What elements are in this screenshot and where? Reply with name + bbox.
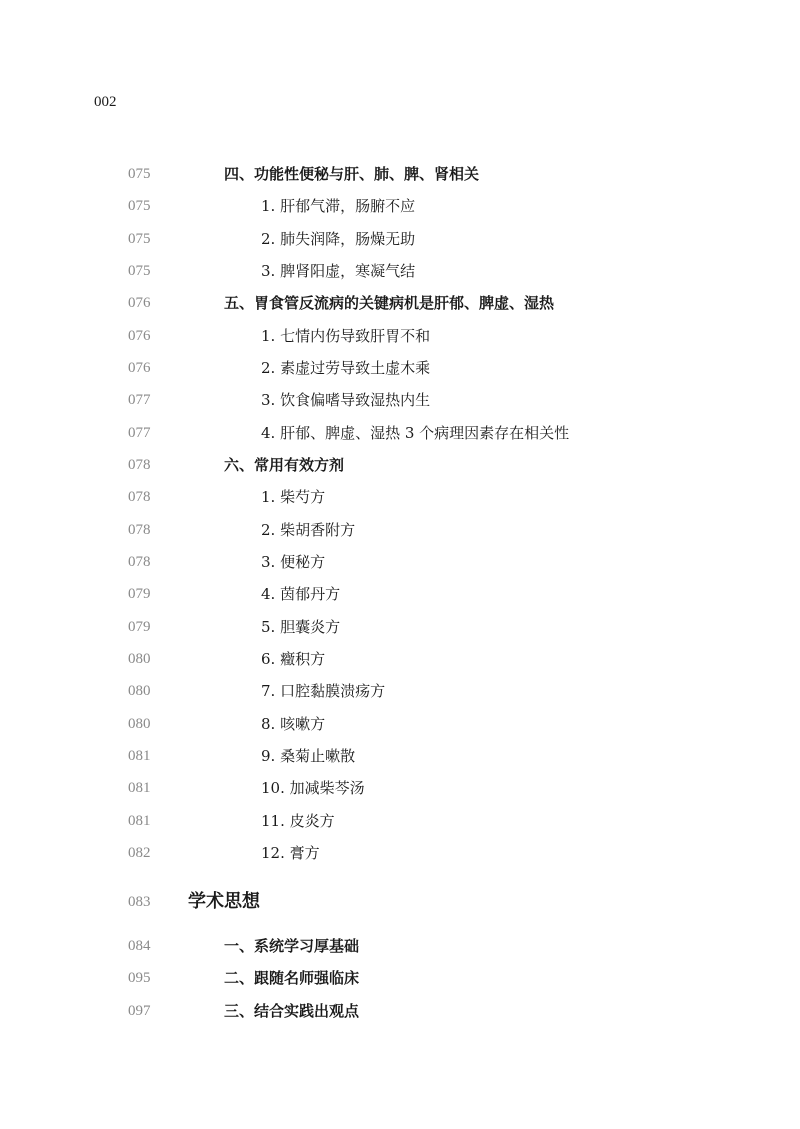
toc-page-number: 081: [128, 780, 151, 796]
toc-entry[interactable]: [0, 890, 800, 914]
toc-entry[interactable]: [0, 356, 800, 380]
toc-page-number: 082: [128, 845, 151, 861]
toc-page-number: 076: [128, 360, 151, 376]
toc-entry[interactable]: [0, 388, 800, 412]
toc-entry[interactable]: [0, 679, 800, 703]
toc-section-title: 三、结合实践出观点: [224, 1002, 360, 1020]
toc-item-title: 2. 柴胡香附方: [261, 521, 356, 539]
toc-item-title: 3. 便秘方: [261, 553, 326, 571]
toc-page-number: 081: [128, 813, 151, 829]
toc-page-number: 078: [128, 489, 151, 505]
toc-entry[interactable]: [0, 615, 800, 639]
toc-entry[interactable]: [0, 550, 800, 574]
page-number: 002: [94, 94, 117, 110]
toc-entry[interactable]: [0, 999, 800, 1023]
toc-item-title: 3. 饮食偏嗜导致湿热内生: [261, 391, 431, 409]
toc-item-title: 1. 七情内伤导致肝胃不和: [261, 327, 431, 345]
toc-item-title: 3. 脾肾阳虚，寒凝气结: [261, 262, 416, 280]
toc-entry[interactable]: [0, 744, 800, 768]
toc-page-number: 075: [128, 231, 151, 247]
toc-page-number: 076: [128, 295, 151, 311]
toc-item-title: 11. 皮炎方: [261, 812, 335, 830]
toc-item-title: 2. 素虚过劳导致土虚木乘: [261, 359, 431, 377]
toc-entry[interactable]: [0, 421, 800, 445]
toc-page-number: 080: [128, 683, 151, 699]
toc-item-title: 2. 肺失润降，肠燥无助: [261, 230, 416, 248]
toc-entry[interactable]: [0, 227, 800, 251]
toc-page-number: 081: [128, 748, 151, 764]
toc-page-number: 078: [128, 457, 151, 473]
toc-section-title: 四、功能性便秘与肝、肺、脾、肾相关: [224, 165, 480, 183]
toc-entry[interactable]: [0, 841, 800, 865]
toc-page-number: 076: [128, 328, 151, 344]
toc-page-number: 083: [128, 894, 151, 910]
toc-page-number: 079: [128, 586, 151, 602]
toc-page-number: 080: [128, 716, 151, 732]
toc-item-title: 8. 咳嗽方: [261, 715, 326, 733]
toc-item-title: 10. 加减柴芩汤: [261, 779, 365, 797]
toc-page-number: 075: [128, 198, 151, 214]
toc-page-number: 095: [128, 970, 151, 986]
toc-section-title: 六、常用有效方剂: [224, 456, 345, 474]
toc-item-title: 1. 肝郁气滞，肠腑不应: [261, 197, 416, 215]
toc-section-title: 一、系统学习厚基础: [224, 937, 360, 955]
toc-item-title: 12. 膏方: [261, 844, 320, 862]
toc-entry[interactable]: [0, 712, 800, 736]
toc-item-title: 1. 柴芍方: [261, 488, 326, 506]
toc-entry[interactable]: [0, 776, 800, 800]
toc-entry[interactable]: [0, 966, 800, 990]
toc-entry[interactable]: [0, 582, 800, 606]
toc-entry[interactable]: [0, 259, 800, 283]
toc-entry[interactable]: [0, 934, 800, 958]
toc-page-number: 075: [128, 263, 151, 279]
toc-page-number: 097: [128, 1003, 151, 1019]
toc-item-title: 9. 桑菊止嗽散: [261, 747, 356, 765]
toc-entry[interactable]: [0, 518, 800, 542]
toc-entry[interactable]: [0, 324, 800, 348]
toc-item-title: 4. 肝郁、脾虚、湿热 3 个病理因素存在相关性: [261, 424, 570, 442]
toc-section-title: 二、跟随名师强临床: [224, 969, 360, 987]
toc-item-title: 7. 口腔黏膜溃疡方: [261, 682, 386, 700]
toc-entry[interactable]: [0, 194, 800, 218]
toc-page-number: 080: [128, 651, 151, 667]
toc-chapter-title: 学术思想: [188, 891, 260, 912]
toc-page-number: 075: [128, 166, 151, 182]
toc-item-title: 5. 胆囊炎方: [261, 618, 341, 636]
toc-entry[interactable]: [0, 453, 800, 477]
toc-entry[interactable]: [0, 291, 800, 315]
toc-item-title: 6. 癥积方: [261, 650, 326, 668]
toc-entry[interactable]: [0, 162, 800, 186]
toc-item-title: 4. 茵郁丹方: [261, 585, 341, 603]
toc-page-number: 084: [128, 938, 151, 954]
toc-entry[interactable]: [0, 809, 800, 833]
toc-entry[interactable]: [0, 647, 800, 671]
toc-page-number: 079: [128, 619, 151, 635]
toc-page-number: 078: [128, 554, 151, 570]
toc-section-title: 五、胃食管反流病的关键病机是肝郁、脾虚、湿热: [224, 294, 555, 312]
toc-page-number: 077: [128, 425, 151, 441]
toc-page-number: 078: [128, 522, 151, 538]
toc-page-number: 077: [128, 392, 151, 408]
toc-entry[interactable]: [0, 485, 800, 509]
